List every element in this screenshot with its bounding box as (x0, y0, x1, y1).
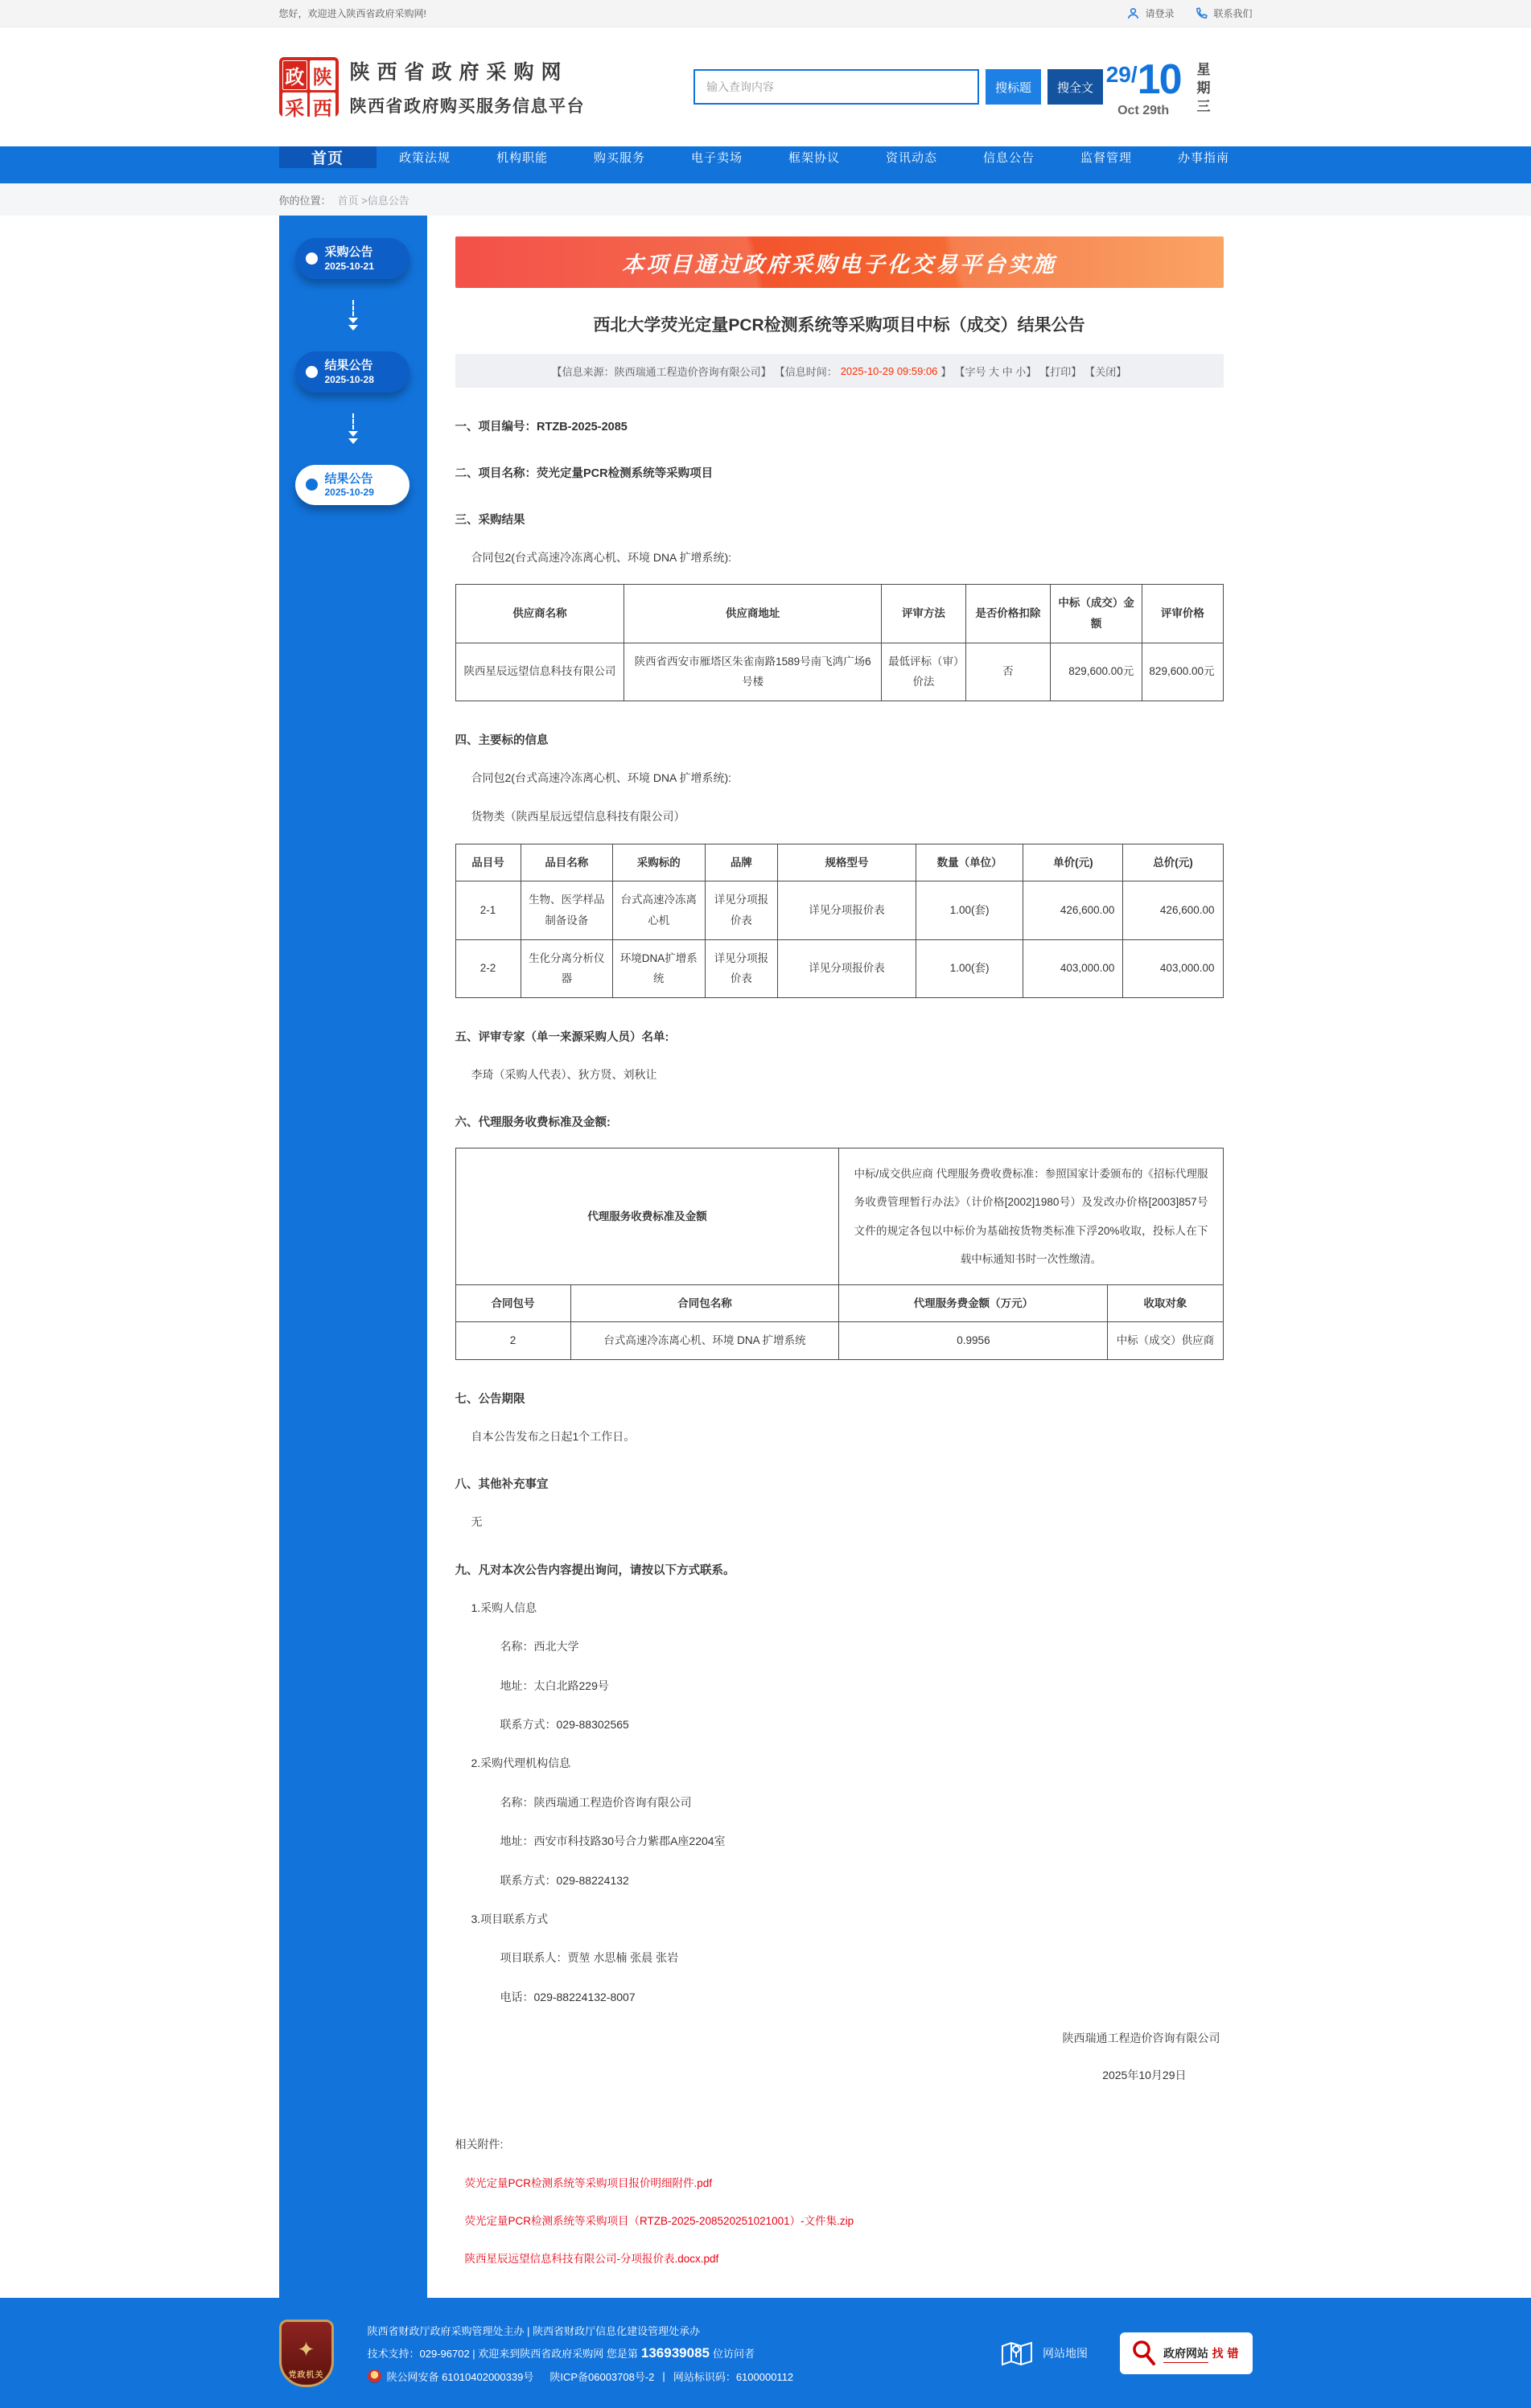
main-nav (0, 146, 1531, 183)
info-source: 【信息来源：陕西瑞通工程造价咨询有限公司】 (551, 365, 772, 378)
search-title-button[interactable]: 搜标题 (986, 69, 1041, 105)
buyer-phone: 联系方式：029-88302565 (500, 1717, 629, 1731)
nav-item-guide[interactable]: 办事指南 (1177, 151, 1229, 165)
signoff-block (455, 2030, 1224, 2083)
user-icon (1126, 6, 1140, 20)
info-time-label: 【信息时间： (774, 365, 838, 378)
signoff-company: 陕西瑞通工程造价咨询有限公司 (1062, 2032, 1220, 2045)
police-beian[interactable]: 陕公网安备 61010402000339号 (386, 2370, 534, 2383)
section-7-heading: 七、公告期限 (455, 1392, 525, 1406)
section-5-heading: 五、评审专家（单一来源采购人员）名单: (455, 1030, 669, 1044)
section-4-subtitle-1: 合同包2(台式高速冷冻离心机、环境 DNA 扩增系统): (471, 770, 732, 784)
timeline-dot (306, 253, 318, 265)
map-icon (1001, 2340, 1033, 2367)
section-3-heading: 三、采购结果 (455, 514, 525, 527)
signoff-date: 2025年10月29日 (1102, 2069, 1187, 2082)
site-title: 陕西省政府采购网 (349, 61, 569, 84)
date-widget (1106, 55, 1253, 118)
section-2-heading: 二、项目名称：荧光定量PCR检测系统等采购项目 (455, 467, 714, 480)
footer-organizer-line: 陕西省财政厅政府采购管理处主办 | 陕西省财政厅信息化建设管理处承办 (367, 2324, 701, 2337)
platform-banner: 本项目通过政府采购电子化交易平台实施 (455, 236, 1224, 288)
buyer-address: 地址：太白北路229号 (500, 1679, 609, 1692)
date-english: Oct 29th (1117, 104, 1170, 117)
article-meta-bar: 【信息来源：陕西瑞通工程造价咨询有限公司】 【信息时间： 2025-10-29 09:59:06 】 【字号 大 中 小】 【打印】 【关闭】 (455, 354, 1224, 388)
section-8-heading: 八、其他补充事宜 (455, 1478, 549, 1492)
nav-item-supervision[interactable]: 监督管理 (1080, 151, 1132, 165)
project-contact-title: 3.项目联系方式 (471, 1912, 549, 1925)
timeline-arrow-icon (279, 413, 427, 444)
party-government-emblem-icon: ✦ 党政机关 (279, 2320, 334, 2387)
sidebar-item-result-notice-1[interactable]: 结果公告 2025-10-28 (295, 351, 410, 392)
gov-site-error-report-badge[interactable]: 政府网站 找错 (1120, 2332, 1252, 2374)
table-row: 代理服务收费标准及金额 中标/成交供应商 代理服务费收费标准：参照国家计委颁布的《招标代理服务收费管理暂行办法》（计价格[2002]1980号）及发改办价格[2003]857号文件的规定各包以中标价为基础按货物类标准下浮20%收取，投标人在下载中标通知书时一次性缴清。 (455, 1149, 1223, 1284)
timeline-dot (306, 366, 318, 378)
content-area (279, 216, 1253, 2298)
contact-us-link[interactable]: 联系我们 (1195, 6, 1252, 20)
section-3-subtitle: 合同包2(台式高速冷冻离心机、环境 DNA 扩增系统): (471, 551, 732, 564)
section-9-heading: 九、凡对本次公告内容提出询问，请按以下方式联系。 (455, 1564, 735, 1577)
date-month: 10 (1137, 56, 1181, 103)
section-4-heading: 四、主要标的信息 (455, 733, 549, 747)
attachment-link-pdf[interactable]: 荧光定量PCR检测系统等采购项目报价明细附件.pdf (464, 2177, 713, 2190)
breadcrumb-label: 你的位置： (278, 194, 331, 207)
timeline-dot (306, 479, 318, 491)
attachment-link-zip[interactable]: 荧光定量PCR检测系统等采购项目（RTZB-2025-208520251021001）-文件集.zip (464, 2215, 854, 2228)
nav-item-news[interactable]: 资讯动态 (885, 151, 937, 165)
agency-fee-table: 代理服务收费标准及金额 中标/成交供应商 代理服务费收费标准：参照国家计委颁布的《招标代理服务收费管理暂行办法》（计价格[2002]1980号）及发改办价格[2003]857号文件的规定各包以中标价为基础按货物类标准下浮20%收取，投标人在下载中标通知书时一次性缴清。 合同包号 合同包名称 代理服务费金额（万元） 收取对象 2 台式高速冷冻离心机、环境 DNA 扩增系统 0.9956 中标（成交）供应商 (455, 1148, 1224, 1360)
attachments-label: 相关附件: (455, 2138, 504, 2151)
top-bar (0, 0, 1531, 27)
search-fulltext-button[interactable]: 搜全文 (1047, 69, 1103, 105)
nav-item-e-market[interactable]: 电子卖场 (690, 151, 743, 165)
experts-list: 李琦（采购人代表）、狄方贤、刘秋让 (471, 1067, 657, 1081)
article-main (427, 216, 1253, 2298)
sidebar-item-result-notice-2[interactable]: 结果公告 2025-10-29 (295, 465, 410, 506)
agency-phone: 联系方式：029-88224132 (500, 1873, 629, 1887)
nav-item-policies[interactable]: 政策法规 (398, 151, 451, 165)
sidebar-item-purchase-notice[interactable]: 采购公告 2025-10-21 (295, 238, 410, 279)
section-6-heading: 六、代理服务收费标准及金额: (455, 1116, 611, 1130)
nav-item-home[interactable]: 首页 (279, 146, 377, 168)
project-phone: 电话：029-88224132-8007 (500, 1990, 636, 2003)
timeline-sidebar (279, 216, 427, 2298)
agency-name: 名称：陕西瑞通工程造价咨询有限公司 (500, 1795, 692, 1809)
date-day: 29/ (1105, 62, 1138, 87)
sitemap-link[interactable]: 网站地图 (1001, 2340, 1088, 2367)
buyer-info-title: 1.采购人信息 (471, 1601, 537, 1614)
police-badge-icon (368, 2369, 381, 2383)
site-logo[interactable] (279, 56, 586, 120)
breadcrumb-bar (0, 183, 1531, 216)
other-matters-text: 无 (471, 1515, 483, 1529)
search-bar (693, 69, 1103, 105)
agency-address: 地址：西安市科技路30号合力紫郡A座2204室 (500, 1835, 726, 1848)
attachment-link-docx-pdf[interactable]: 陕西星辰远望信息科技有限公司-分项报价表.docx.pdf (464, 2253, 719, 2266)
close-button[interactable]: 【关闭】 (1084, 365, 1127, 378)
supplier-result-table: 供应商名称 供应商地址 评审方法 是否价格扣除 中标（成交）金额 评审价格 陕西星辰远望信息科技有限公司 陕西省西安市雁塔区朱雀南路1589号南飞鸿广场6号楼 最低评标（审）价法 否 829,600.00元 829,600.00元 (455, 584, 1224, 701)
table-row: 陕西星辰远望信息科技有限公司 陕西省西安市雁塔区朱雀南路1589号南飞鸿广场6号楼 最低评标（审）价法 否 829,600.00元 829,600.00元 (455, 643, 1223, 701)
nav-item-framework[interactable]: 框架协议 (788, 151, 840, 165)
section-1-heading: 一、项目编号：RTZB-2025-2085 (455, 421, 628, 434)
info-time-value: 2025-10-29 09:59:06 (840, 364, 938, 377)
welcome-text: 您好，欢迎进入陕西省政府采购网! (278, 8, 426, 19)
notice-period-text: 自本公告发布之日起1个工作日。 (471, 1429, 636, 1443)
weekday-label: 星期三 (1194, 62, 1210, 117)
visitor-count: 136939085 (640, 2344, 710, 2361)
table-row: 2-2 生化分离分析仪器 环境DNA扩增系统 详见分项报价表 详见分项报价表 1.00(套) 403,000.00 403,000.00 (455, 939, 1223, 997)
site-header (0, 27, 1531, 146)
login-link[interactable]: 请登录 (1126, 6, 1174, 20)
site-subtitle: 陕西省政府购买服务信息平台 (349, 97, 585, 116)
footer-beian-line: 陕公网安备 61010402000339号 陕ICP备06003708号-2 | 网站标识码：6100000112 (368, 2369, 794, 2384)
icp-beian[interactable]: 陕ICP备06003708号-2 (549, 2370, 655, 2383)
table-row: 2 台式高速冷冻离心机、环境 DNA 扩增系统 0.9956 中标（成交）供应商 (455, 1322, 1223, 1360)
nav-item-purchase-services[interactable]: 购买服务 (593, 151, 645, 165)
site-id-code: 网站标识码：6100000112 (673, 2370, 794, 2383)
nav-item-functions[interactable]: 机构职能 (496, 151, 548, 165)
site-footer (0, 2298, 1531, 2408)
agency-info-title: 2.采购代理机构信息 (471, 1757, 571, 1770)
section-4-subtitle-2: 货物类（陕西星辰远望信息科技有限公司） (471, 810, 685, 824)
print-button[interactable]: 【打印】 (1039, 365, 1082, 378)
font-size-controls[interactable]: 【字号 大 中 小】 (954, 365, 1037, 378)
phone-icon (1195, 6, 1208, 20)
project-contacts: 项目联系人：贾堃 水思楠 张晨 张岩 (500, 1951, 679, 1965)
footer-visitor-line: 技术支持：029-96702 | 欢迎来到陕西省政府采购网 您是第 136939085 位访问者 (367, 2344, 755, 2361)
nav-item-announcements[interactable]: 信息公告 (982, 151, 1035, 165)
items-detail-table: 品目号 品目名称 采购标的 品牌 规格型号 数量（单位） 单价(元) 总价(元) 2-1 生物、医学样品制备设备 台式高速冷冻离心机 详见分项报价表 详见分项报价表 1.00(套) 426,600.00 426,600.00 2-2 生化分离分析仪器 环境DNA扩增系统 详见分项报价表 详见分项报价表 1.00(套) 403,000.00 403,000.00 (455, 844, 1224, 998)
search-input[interactable] (693, 69, 979, 105)
breadcrumb[interactable]: 首页 >信息公告 (337, 194, 410, 207)
buyer-name: 名称：西北大学 (500, 1640, 579, 1654)
logo-seal: 政 陕 采 西 (279, 57, 339, 117)
magnifier-icon (1130, 2338, 1157, 2369)
timeline-arrow-icon (279, 300, 427, 331)
table-row: 2-1 生物、医学样品制备设备 台式高速冷冻离心机 详见分项报价表 详见分项报价表 1.00(套) 426,600.00 426,600.00 (455, 881, 1223, 939)
page-title: 西北大学荧光定量PCR检测系统等采购项目中标（成交）结果公告 (593, 316, 1085, 335)
